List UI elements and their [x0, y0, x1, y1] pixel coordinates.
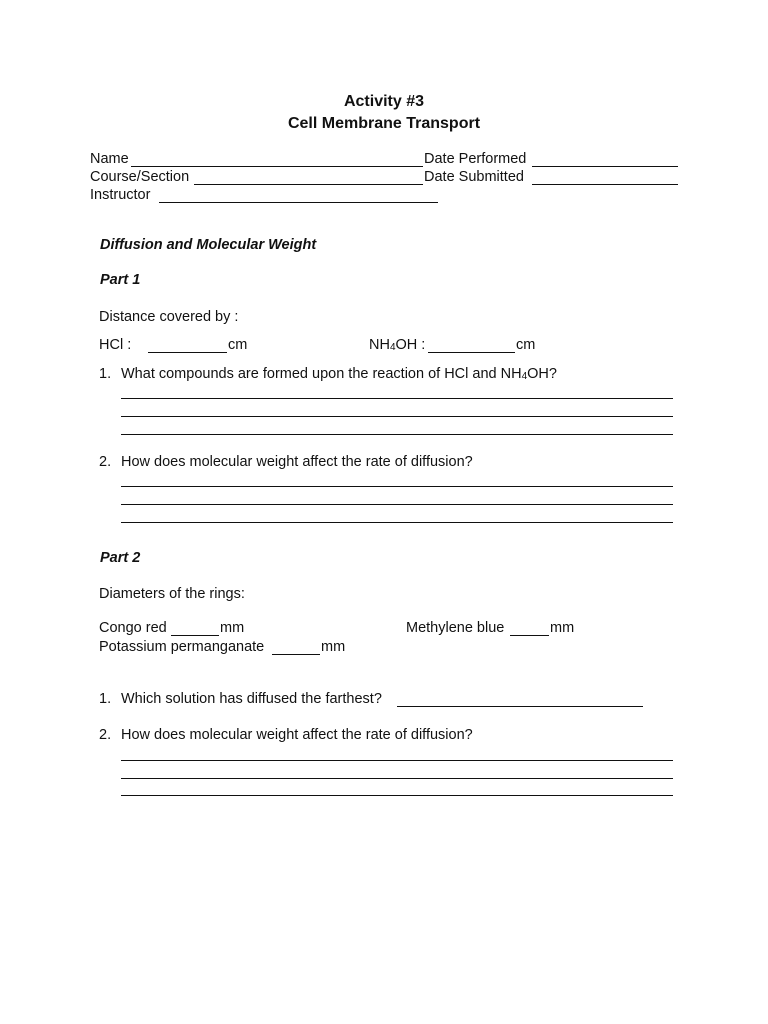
date-submitted-label: Date Submitted [424, 169, 524, 185]
nh4oh-distance-field[interactable] [428, 352, 515, 353]
date-performed-label: Date Performed [424, 151, 527, 167]
section-heading: Diffusion and Molecular Weight [100, 237, 317, 253]
methylene-blue-label: Methylene blue [406, 620, 505, 636]
part1-q1-number: 1. [99, 366, 112, 382]
part1-q2-text: How does molecular weight affect the rate of diffusion? [121, 454, 473, 470]
part1-heading: Part 1 [100, 272, 141, 288]
methylene-blue-unit: mm [550, 620, 575, 636]
distance-label: Distance covered by : [99, 309, 239, 325]
potassium-permanganate-label: Potassium permanganate [99, 639, 265, 655]
part2-q2-answer-line[interactable] [121, 760, 673, 761]
part1-q2-answer-line[interactable] [121, 522, 673, 523]
part1-q1-answer-line[interactable] [121, 398, 673, 399]
course-section-label: Course/Section [90, 169, 190, 185]
course-section-field[interactable] [194, 184, 423, 185]
congo-red-field[interactable] [171, 635, 219, 636]
part2-q2-answer-line[interactable] [121, 795, 673, 796]
date-performed-field[interactable] [532, 166, 678, 167]
nh4oh-unit: cm [516, 337, 536, 353]
part2-q2-answer-line[interactable] [121, 778, 673, 779]
methylene-blue-field[interactable] [510, 635, 549, 636]
potassium-permanganate-unit: mm [321, 639, 346, 655]
part1-q2-number: 2. [99, 454, 112, 470]
page-title: Activity #3 [343, 93, 425, 110]
part1-q1-answer-line[interactable] [121, 416, 673, 417]
hcl-unit: cm [228, 337, 248, 353]
diameters-label: Diameters of the rings: [99, 586, 245, 602]
potassium-permanganate-field[interactable] [272, 654, 320, 655]
part2-q1-text: Which solution has diffused the farthest? [121, 691, 382, 707]
page-subtitle: Cell Membrane Transport [287, 115, 481, 132]
nh4oh-label: $NH_4OH$ : [369, 337, 426, 353]
part1-q2-answer-line[interactable] [121, 504, 673, 505]
part1-q2-answer-line[interactable] [121, 486, 673, 487]
instructor-field[interactable] [159, 202, 438, 203]
part2-q2-text: How does molecular weight affect the rate of diffusion? [121, 727, 473, 743]
part1-q1-text: What compounds are formed upon the reaction of HCl and $NH_4OH$? [121, 366, 557, 382]
part2-heading: Part 2 [100, 550, 141, 566]
congo-red-label: Congo red [99, 620, 167, 636]
congo-red-unit: mm [220, 620, 245, 636]
name-label: Name [90, 151, 129, 167]
part1-q1-answer-line[interactable] [121, 434, 673, 435]
date-submitted-field[interactable] [532, 184, 678, 185]
hcl-distance-field[interactable] [148, 352, 227, 353]
part2-q2-number: 2. [99, 727, 112, 743]
part2-q1-number: 1. [99, 691, 112, 707]
hcl-label: HCl : [99, 337, 132, 353]
part2-q1-answer-line[interactable] [397, 706, 643, 707]
name-field[interactable] [131, 166, 423, 167]
instructor-label: Instructor [90, 187, 151, 203]
